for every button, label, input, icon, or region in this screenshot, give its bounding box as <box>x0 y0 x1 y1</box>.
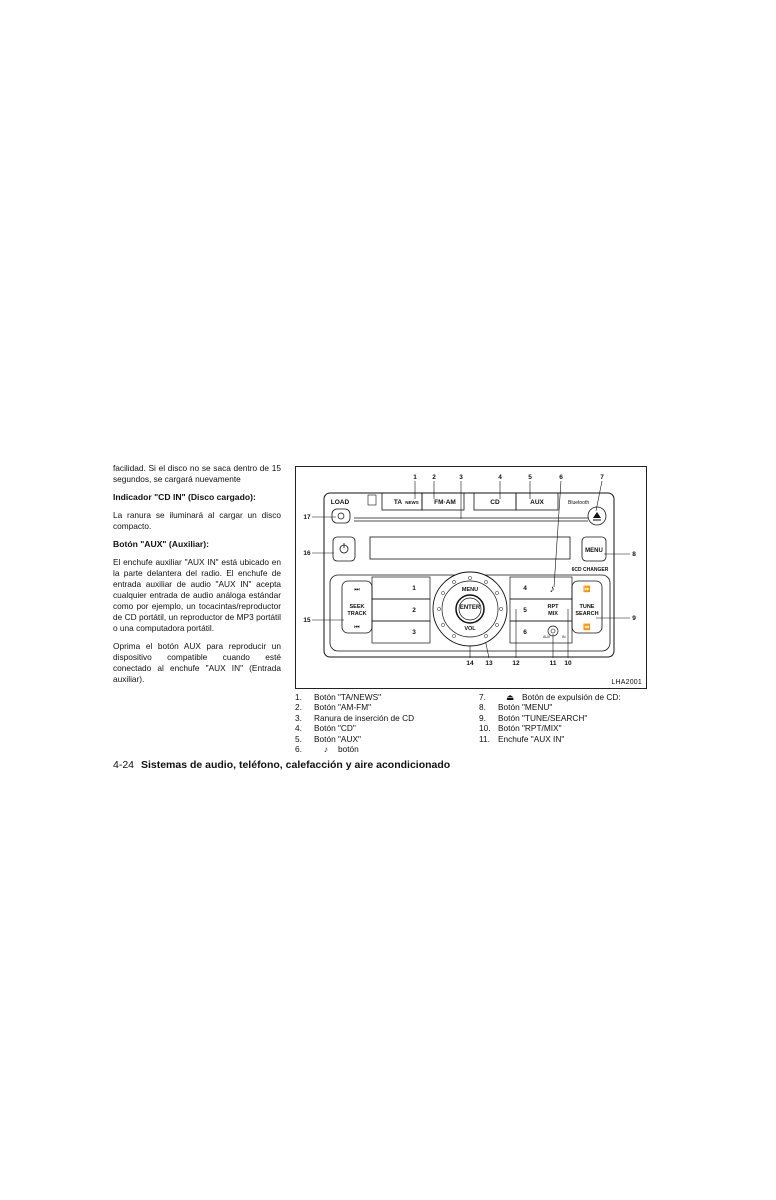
menu-ring-label: MENU <box>461 587 479 593</box>
list-item: 7. ⏏ Botón de expulsión de CD: <box>479 692 621 702</box>
cd-label: CD <box>490 499 500 506</box>
svg-text:⏭: ⏭ <box>354 587 360 593</box>
page-footer <box>113 759 450 771</box>
power-button <box>333 537 355 561</box>
list-item: 4. Botón "CD" <box>295 723 356 734</box>
callout-5: 5 <box>528 474 532 481</box>
callout-9: 9 <box>632 615 636 622</box>
preset-2: 2 <box>412 607 416 614</box>
list-item: 3. Ranura de inserción de CD <box>295 712 415 723</box>
cd-icon <box>368 495 376 505</box>
callout-15: 15 <box>303 617 311 624</box>
paragraph: facilidad. Si el disco no se saca dentro de 15 segundos, se cargará nuevamente <box>113 463 281 484</box>
callout-13: 13 <box>485 660 493 667</box>
callout-3: 3 <box>459 474 463 481</box>
display <box>370 537 570 559</box>
list-item: 5. Botón "AUX" <box>295 733 361 744</box>
tune-label: TUNE <box>579 604 595 610</box>
eject-icon <box>593 512 601 518</box>
cd-changer-label: 6CD CHANGER <box>571 567 609 573</box>
radio-figure <box>295 466 647 689</box>
in-small-label: IN <box>562 635 566 639</box>
paragraph: La ranura se iluminará al cargar un disco compacto. <box>113 510 281 531</box>
callout-10: 10 <box>564 660 572 667</box>
svg-text:⏮: ⏮ <box>354 625 360 631</box>
mix-label: MIX <box>548 611 558 617</box>
heading-aux: Botón "AUX" (Auxiliar): <box>113 539 209 549</box>
seek-label: SEEK <box>349 604 365 610</box>
eject-icon: ⏏ <box>506 692 514 702</box>
svg-text:⏪: ⏪ <box>583 625 591 631</box>
callout-4: 4 <box>498 474 502 481</box>
callout-6: 6 <box>559 474 563 481</box>
callout-2: 2 <box>432 474 436 481</box>
preset-1: 1 <box>412 585 416 592</box>
menu-label: MENU <box>585 548 603 554</box>
left-column <box>113 463 281 692</box>
load-label: LOAD <box>330 499 350 506</box>
callout-12: 12 <box>512 660 520 667</box>
enter-label: ENTER <box>459 605 481 611</box>
heading-cd-in: Indicador "CD IN" (Disco cargado): <box>113 492 256 502</box>
callout-7: 7 <box>600 474 604 481</box>
track-label: TRACK <box>347 611 367 617</box>
preset-5: 5 <box>523 607 527 614</box>
list-item: 2. Botón "AM-FM" <box>295 702 372 713</box>
paragraph: Oprima el botón AUX para reproducir un dispositivo compatible cuando esté conectado al enchufe "AUX IN" (Entrada auxiliar). <box>113 641 281 684</box>
paragraph: El enchufe auxiliar "AUX IN" está ubicado en la parte delantera del radio. El enchufe de entrada auxiliar de audio "AUX IN" acepta cualquier entrada de audio análoga estándar como por ejemplo, un tocacintas/reproductor de CD portátil, un reproductor de MP3 portátil o una computadora portátil. <box>113 557 281 633</box>
news-label: NEWS <box>405 500 419 505</box>
preset-6: 6 <box>523 629 527 636</box>
preset-4: 4 <box>523 585 527 592</box>
section-title: Sistemas de audio, teléfono, calefacción y aire acondicionado <box>140 759 451 771</box>
callout-1: 1 <box>413 474 417 481</box>
rpt-label: RPT <box>547 604 559 610</box>
search-label: SEARCH <box>575 611 599 617</box>
bluetooth-label: Bluetooth <box>568 500 590 506</box>
load-icon <box>338 513 344 519</box>
callout-11: 11 <box>549 660 557 667</box>
callout-16: 16 <box>303 550 311 557</box>
page-number: 4-24 <box>113 759 135 771</box>
list-item: 11. Enchufe "AUX IN" <box>479 733 565 744</box>
radio-diagram <box>296 467 648 690</box>
load-button <box>332 509 350 523</box>
preset-3: 3 <box>412 629 416 636</box>
figure-code: LHA2001 <box>611 679 642 686</box>
callout-14: 14 <box>466 660 474 667</box>
list-item: 8. Botón "MENU" <box>479 702 553 713</box>
aux-label: AUX <box>530 499 544 506</box>
callout-17: 17 <box>303 514 311 521</box>
list-item: 6. ♪ botón <box>295 744 359 755</box>
callout-8: 8 <box>632 551 636 558</box>
aux-small-label: AUX <box>543 635 551 639</box>
legend-list-left <box>295 692 414 754</box>
list-item: 9. Botón "TUNE/SEARCH" <box>479 712 588 723</box>
list-item: 1. Botón "TA/NEWS" <box>295 692 382 702</box>
ta-label: TA <box>393 499 403 506</box>
svg-text:⏩: ⏩ <box>583 587 591 593</box>
music-note-icon: ♪ <box>323 744 329 755</box>
music-note-icon: ♪ <box>549 584 555 595</box>
list-item: 10. Botón "RPT/MIX" <box>479 723 562 734</box>
fmam-label: FM·AM <box>434 499 456 506</box>
vol-label: VOL <box>464 626 476 632</box>
legend-list-right <box>479 692 621 744</box>
